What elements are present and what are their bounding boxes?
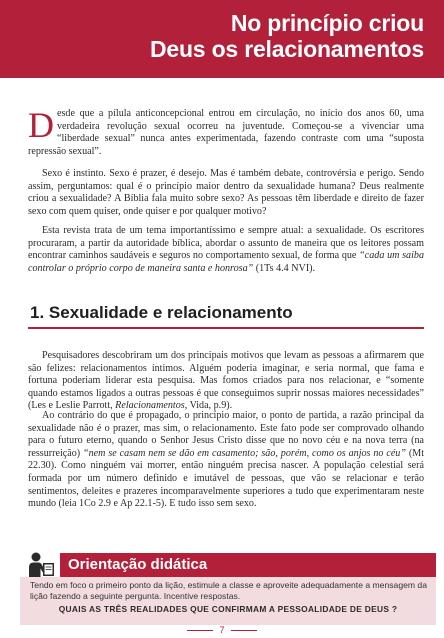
section-paragraph-1-text-a: Pesquisadores descobriram um dos principais motivos que levam as pessoas a afirmarem que são felizes: relacionamentos íntimos. Alguém poderia imaginar, e seria normal, que fama e fortuna poderiam liderar esta pesquisa. Mas fomos criados para nos relacionar, e “somente quando estamos ligados a outras pessoas é que conseguimos suprir nossas maiores necessidades” (Les e Leslie Parrott, <box>28 350 424 412</box>
book-title: Relacionamentos <box>115 400 185 412</box>
page-number-footer <box>0 625 444 635</box>
orientacao-question: QUAIS AS TRÊS REALIDADES QUE CONFIRMAM A PESSOALIDADE DE DEUS ? <box>58 604 398 614</box>
orientacao-title: Orientação didática <box>68 556 208 573</box>
section-paragraph-1-text-b: , Vida, p.9). <box>184 400 233 412</box>
section-paragraph-1 <box>28 350 424 413</box>
orientacao-text: Tendo em foco o primeiro ponto da lição, estimule a classe e aproveite adequadamente a mensagem da lição fazendo a seguinte pergunta. Incentive respostas. <box>30 580 427 601</box>
intro-paragraph-1 <box>28 105 424 158</box>
scripture-quote: “nem se casam nem se dão em casamento; são, porém, como os anjos no céu” <box>83 447 406 459</box>
footer-rule-right <box>231 630 257 631</box>
intro-paragraph-3-text-a: Esta revista trata de um tema importantíssimo e sempre atual: a sexualidade. Os escritores procuraram, a partir da autoridade bíblica, abordar o assunto de maneira que os leitores possam encontrar caminhos saudáveis e seguros no comportamento sexual, de forma que <box>28 225 424 262</box>
page-header <box>0 0 444 78</box>
intro-paragraph-3 <box>28 225 424 275</box>
footer-rule-left <box>187 630 213 631</box>
page-title-line2: Deus os relacionamentos <box>149 36 424 62</box>
page-number: 7 <box>219 625 225 635</box>
section-paragraph-2-text-a: Ao contrário do que é propagado, o princípio maior, o ponto de partida, a razão principal da sexualidade não é o prazer, mas sim, o relacionamento. Este fato pode ser comprovado olhando para o futuro eterno, quando o Senhor Jesus Cristo disse que no novo céu e na nova terra (na ressurreição) <box>28 410 424 459</box>
section-title: 1. Sexualidade e relacionamento <box>30 303 293 322</box>
section-divider <box>28 327 424 329</box>
intro-paragraph-3-text-b: (1Ts 4.4 NVI). <box>253 262 316 274</box>
section-paragraph-2-text-b: (Mt 22.30). Como ninguém vai morrer, então ninguém precisa nascer. A população celestial será formada por um número definido e imutável de pessoas, que vão se relacionar e terão sentimentos, deleites e prazeres incomparavelmente superiores a tudo que experimentaram neste mundo (leia 1Co 2.9 e Ap 22.1-5). E tudo isso sem sexo. <box>28 447 424 510</box>
section-paragraph-2 <box>28 410 424 511</box>
page-title <box>124 10 424 62</box>
intro-paragraph-2: Sexo é instinto. Sexo é prazer, é desejo. Mas é também debate, controvérsia e perigo. Sendo assim, perguntamos: qual é o princípio maior dentro da sexualidade humana? Deus realmente criou a sexualidade? A Bíblia fala muito sobre sexo? As pessoas têm liberdade e direito de fazer sexo com quem quiser, onde quiser e por qualquer motivo? <box>28 168 424 217</box>
page-title-line1: No princípio criou <box>230 10 424 36</box>
intro-quote: “cada um saiba controlar o próprio corpo de maneira santa e honrosa” <box>28 250 424 274</box>
teacher-icon <box>26 550 56 580</box>
intro-paragraph-1-text: esde que a pílula anticoncepcional entrou em circulação, no início dos anos 60, uma verdadeira revolução sexual ocorreu na juventude. Começou-se a vivenciar uma “liberdade sexual” nunca antes experimentada, fazendo contraste com uma “suposta repressão sexual”. <box>28 108 424 157</box>
drop-cap: D <box>28 105 54 145</box>
